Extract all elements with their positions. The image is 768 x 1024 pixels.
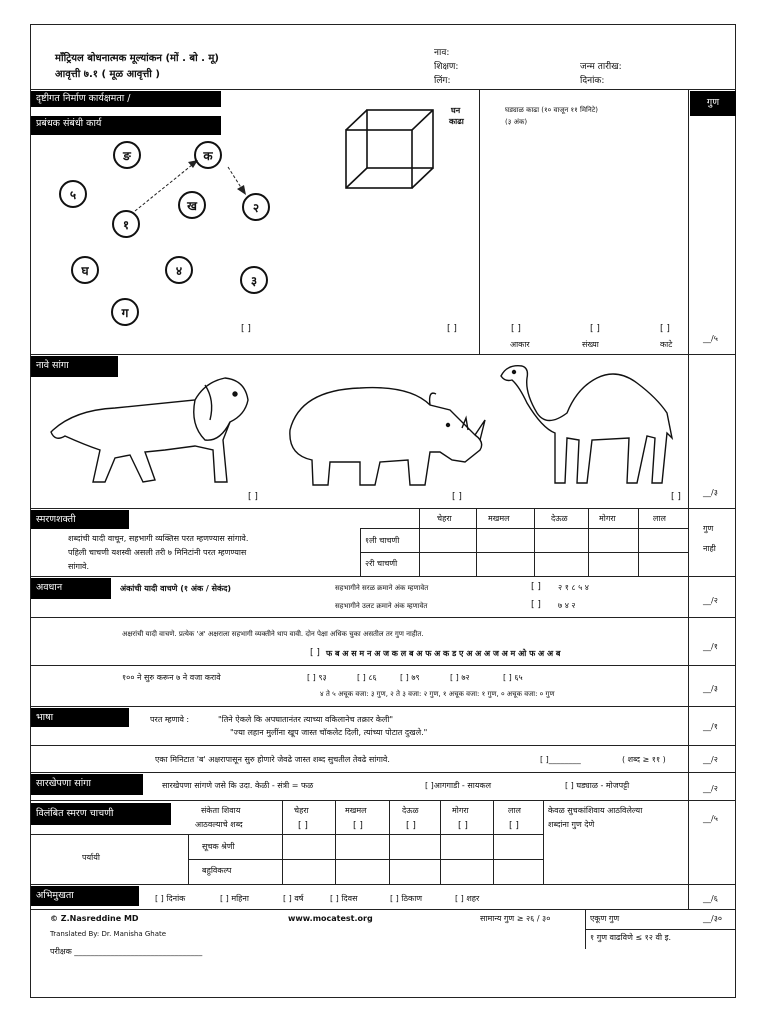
no-cue-label: संकेता शिवाय [201, 806, 241, 815]
delayed-note: केवळ सुचकांशिवाय आठविलेल्या [548, 806, 643, 815]
lion-checkbox[interactable]: [ ] [248, 492, 258, 502]
memory-instruction: सांगावे. [68, 562, 90, 571]
delayed-word: मोगरा [452, 806, 469, 815]
trail-arrows [30, 135, 290, 335]
delayed-checkbox[interactable]: [ ] [509, 821, 519, 831]
repeat-sentence-2: "ज्या लहान मुलींना खूप जास्त चॉकलेट दिली, त्यांच्या पोटात दुखले." [230, 728, 428, 737]
divider [588, 508, 589, 576]
memory-no-points: गुण [703, 524, 714, 533]
letters-score: __/१ [703, 642, 718, 651]
delayed-checkbox[interactable]: [ ] [458, 821, 468, 831]
date-label: दिनांक: [580, 76, 605, 86]
repeat-score: __/१ [703, 722, 718, 731]
visuospatial-score: __/५ [703, 334, 718, 343]
orientation-item[interactable]: [ ] वर्ष [283, 894, 304, 903]
total-score: __/३० [703, 914, 723, 923]
clock-hands-label: काटे [660, 340, 673, 349]
serial-item[interactable]: [ ] ७२ [450, 673, 470, 682]
divider [30, 909, 736, 910]
memory-word: चेहरा [437, 514, 452, 523]
repeat-sentence-1: "तिने ऐकले कि अपघातानंतर त्याच्या वकिलानेच तक्रार केली" [218, 715, 394, 724]
memory-word: देऊळ [551, 514, 568, 523]
delayed-word: चेहरा [294, 806, 309, 815]
serial-item[interactable]: [ ] ६५ [503, 673, 523, 682]
divider [476, 508, 477, 576]
website-link[interactable]: www.mocatest.org [288, 914, 373, 923]
digits-score: __/२ [703, 596, 718, 605]
camel-icon [497, 358, 682, 488]
divider [360, 552, 688, 553]
education-label: शिक्षण: [434, 62, 459, 72]
trail-node: ग [111, 298, 139, 326]
delayed-checkbox[interactable]: [ ] [298, 821, 308, 831]
trail-node: क [194, 141, 222, 169]
language-header: भाषा [31, 708, 129, 727]
cube-checkbox[interactable]: [ ] [447, 324, 457, 334]
divider [638, 508, 639, 576]
attention-header: अवधान [31, 578, 111, 599]
visuospatial-header-2: प्रबंधक संबंधी कार्य [31, 116, 221, 135]
orientation-item[interactable]: [ ] दिनांक [155, 894, 186, 903]
abstraction-item[interactable]: [ ] घड्याळ - मोजपट्टी [565, 781, 630, 790]
repeat-label: परत म्हणावे : [150, 715, 190, 724]
serial-item[interactable]: [ ] ७९ [400, 673, 420, 682]
trail-node: घ [71, 256, 99, 284]
trail-node: ख [178, 191, 206, 219]
delayed-word: लाल [508, 806, 521, 815]
gender-label: लिंग: [434, 76, 451, 86]
copyright: © Z.Nasreddine MD [50, 914, 139, 923]
score-column-header: गुण [690, 91, 736, 116]
abstraction-score: __/२ [703, 784, 718, 793]
delayed-checkbox[interactable]: [ ] [353, 821, 363, 831]
backward-label: सहभागीने उलट क्रमाने अंक म्हणावेत [335, 602, 428, 610]
trial-2-label: २री चाचणी [365, 559, 398, 568]
clock-numbers-label: संख्या [582, 340, 599, 349]
total-score-label: एकूण गुण [590, 914, 620, 923]
trail-node: ङ [113, 141, 141, 169]
naming-score: __/३ [703, 488, 718, 497]
name-label: नाव: [434, 48, 450, 58]
divider [30, 772, 736, 773]
divider [360, 528, 688, 529]
rhino-icon [280, 380, 490, 490]
delayed-word: मखमल [345, 806, 367, 815]
memory-instruction: पहिली चाचणी यशस्वी असली तरी ७ मिनिटांनी परत म्हणण्यास [68, 548, 247, 557]
trail-checkbox[interactable]: [ ] [241, 324, 251, 334]
normal-score: सामान्य गुण ≥ २६ / ३० [480, 914, 551, 923]
trial-1-label: १ली चाचणी [365, 536, 400, 545]
serial-score: __/३ [703, 684, 718, 693]
divider [585, 929, 736, 930]
divider [30, 745, 736, 746]
forward-label: सहभागीने सरळ क्रमाने अंक म्हणावेत [335, 584, 429, 592]
divider [282, 800, 283, 884]
category-cue-label: सूचक श्रेणी [202, 842, 235, 851]
serial-scoring-rule: ४ ते ५ अचूक वजा: ३ गुण, २ ते ३ वजा: २ गुण, १ अचूक वजा: १ गुण, ० अचूक वजा: ० गुण [320, 690, 555, 698]
divider [30, 706, 736, 707]
delayed-recall-header: विलंबित स्मरण चाचणी [31, 803, 171, 825]
abstraction-header: सारखेपणा सांगा [31, 774, 143, 795]
divider [534, 508, 535, 576]
divider [30, 508, 736, 509]
backward-digits: ७ ४ २ [558, 601, 576, 610]
memory-header: स्मरणशक्ती [31, 510, 129, 529]
delayed-score: __/५ [703, 814, 718, 823]
serial-item[interactable]: [ ] ९३ [307, 673, 327, 682]
multiple-choice-label: बहुविकल्प [202, 866, 232, 875]
test-title: मॉंट्रियल बोधनात्मक मूल्यांकन (मों . बो . मू) [55, 53, 219, 64]
examiner-field[interactable]: परीक्षक ________________________________ [50, 947, 203, 956]
rhino-checkbox[interactable]: [ ] [452, 492, 462, 502]
divider [30, 89, 736, 90]
divider [30, 800, 736, 801]
orientation-item[interactable]: [ ] ठिकाण [390, 894, 423, 903]
divider [30, 665, 736, 666]
cube-label: काढा [449, 117, 464, 126]
divider [389, 800, 390, 884]
memory-no-points: नाही [703, 544, 716, 553]
dob-label: जन्म तारीख: [580, 62, 622, 72]
cube-label: घन [451, 106, 461, 115]
naming-header: नावे सांगा [31, 356, 118, 377]
no-cue-label: आठवल्याचे शब्द [195, 820, 243, 829]
memory-word: मोगरा [599, 514, 616, 523]
clock-divider [479, 89, 480, 354]
fluency-input[interactable]: [ ]________ [540, 755, 581, 764]
orientation-item[interactable]: [ ] दिवस [330, 894, 358, 903]
memory-word: लाल [653, 514, 666, 523]
divider [188, 859, 543, 860]
serial-instruction: १०० ने सुरु करून ७ ने वजा करावे [122, 673, 221, 682]
clock-points: (३ अंक) [505, 118, 528, 126]
translator: Translated By: Dr. Manisha Ghate [50, 930, 167, 938]
cube-drawing [340, 105, 450, 195]
trail-node: १ [112, 210, 140, 238]
orientation-item[interactable]: [ ] शहर [455, 894, 480, 903]
test-version: आवृत्ती ७.१ ( मूळ आवृत्ती ) [55, 69, 160, 80]
divider [419, 508, 420, 576]
trail-node: ४ [165, 256, 193, 284]
fluency-instruction: एका मिनिटात 'ब' अक्षरापासून सुरु होणारे जेवढे जास्त शब्द सुचतील तेवढे सांगावे. [155, 755, 390, 764]
score-column-divider [688, 89, 689, 909]
memory-instruction: शब्दांची यादी वाचून, सहभागी व्यक्तिस परत म्हणण्यास सांगावे. [68, 534, 249, 543]
divider [30, 884, 736, 885]
digit-instruction: अंकांची यादी वाचणे (१ अंक / सेकंद) [120, 584, 232, 593]
education-adjustment: १ गुण वाढविणे ≤ १२ वी इ. [590, 933, 672, 942]
orientation-item[interactable]: [ ] महिना [220, 894, 249, 903]
letters-checkbox[interactable]: [ ] [310, 648, 320, 658]
camel-checkbox[interactable]: [ ] [671, 492, 681, 502]
letters-sequence: फ ब अ स म न अ ज क ल ब अ फ अ क ड ए अ अ अ ज अ म ओ फ अ अ ब [326, 649, 561, 658]
delayed-word: देऊळ [402, 806, 419, 815]
forward-checkbox[interactable]: [ ] [531, 582, 541, 592]
abstraction-example: सारखेपणा सांगणे जसे कि उदा. केळी - संत्री = फळ [162, 781, 314, 790]
serial-item[interactable]: [ ] ८६ [357, 673, 377, 682]
divider [440, 800, 441, 884]
divider [30, 834, 543, 835]
divider [30, 617, 736, 618]
abstraction-item[interactable]: [ ]आगगाडी - सायकल [425, 781, 492, 790]
divider [543, 800, 544, 884]
optional-label: पर्यायी [82, 853, 100, 862]
memory-word: मखमल [488, 514, 510, 523]
forward-digits: २ १ ८ ५ ४ [558, 583, 589, 592]
divider [335, 800, 336, 884]
lion-icon [45, 370, 255, 490]
visuospatial-header-1: दृष्टीगत निर्माण कार्यक्षमता / [31, 91, 221, 107]
trail-node: ५ [59, 180, 87, 208]
backward-checkbox[interactable]: [ ] [531, 600, 541, 610]
divider [30, 354, 736, 355]
clock-hands-checkbox[interactable]: [ ] [660, 324, 670, 334]
trail-node: ३ [240, 266, 268, 294]
clock-contour-checkbox[interactable]: [ ] [511, 324, 521, 334]
fluency-threshold: ( शब्द ≥ ११ ) [622, 755, 666, 764]
fluency-score: __/२ [703, 755, 718, 764]
clock-numbers-checkbox[interactable]: [ ] [590, 324, 600, 334]
divider [30, 576, 736, 577]
clock-contour-label: आकार [510, 340, 530, 349]
divider [493, 800, 494, 884]
orientation-score: __/६ [703, 894, 718, 903]
orientation-header: अभिमुखता [31, 886, 139, 906]
trail-node: २ [242, 193, 270, 221]
letters-instruction: अक्षरांची यादी वाचणे. प्रत्येक 'अ' अक्षराला सहभागी व्यक्तीने थाप वावी. दोन पेक्षा अधिक चुका असतील तर गुण नाहीत. [122, 630, 424, 638]
clock-instruction: घड्याळ काढा (१० वाजून ११ मिनिटे) [505, 106, 598, 114]
delayed-checkbox[interactable]: [ ] [406, 821, 416, 831]
delayed-note: शब्दांना गुण देणे [548, 820, 595, 829]
